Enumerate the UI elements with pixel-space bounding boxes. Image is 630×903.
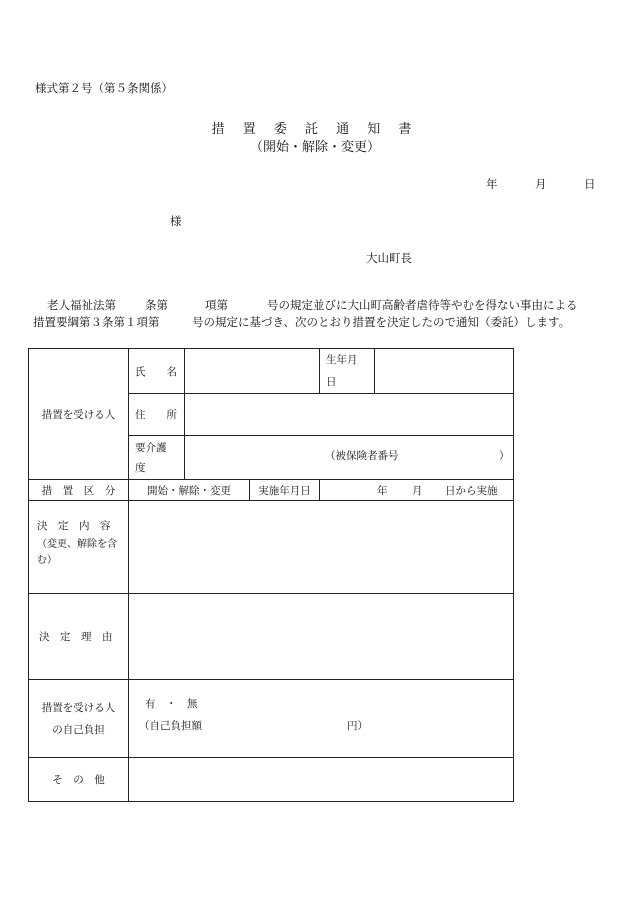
self-burden-field[interactable] xyxy=(129,680,514,758)
decision-content-note: む） xyxy=(37,555,57,566)
date-month: 月 xyxy=(535,177,547,191)
implementation-date-label: 実施年月日 xyxy=(250,480,320,501)
other-field[interactable] xyxy=(129,758,514,802)
document-subtitle: （開始・解除・変更） xyxy=(249,140,380,155)
insured-number-open: （被保険者番号 xyxy=(325,450,399,462)
decision-content-label xyxy=(29,501,129,594)
body-line-1 xyxy=(47,297,607,313)
burden-amount-open: （自己負担額 xyxy=(139,720,202,732)
self-burden-label xyxy=(29,680,129,758)
insured-number-close: ） xyxy=(499,450,510,462)
date-day: 日 xyxy=(584,177,596,191)
birth-date-label-line: 生年月 xyxy=(326,354,358,366)
document-title: 措 置 委 託 通 知 書 xyxy=(211,122,419,137)
notice-form-table xyxy=(28,348,514,802)
birth-date-field[interactable] xyxy=(375,349,514,394)
self-burden-label-line: 措置を受ける人 xyxy=(41,701,116,714)
birth-date-label-line: 日 xyxy=(326,376,337,388)
burden-options[interactable]: 有 ・ 無 xyxy=(145,698,198,710)
decision-reason-field[interactable] xyxy=(129,594,514,680)
body-line-2 xyxy=(33,314,603,330)
category-label: 措 置 区 分 xyxy=(29,480,129,501)
decision-reason-label: 決 定 理 由 xyxy=(29,594,129,680)
care-level-label-line: 要介護 xyxy=(135,441,167,454)
birth-date-label xyxy=(320,349,375,394)
body-text: 条第 xyxy=(145,298,168,312)
category-value[interactable]: 開始・解除・変更 xyxy=(129,480,250,501)
decision-content-title: 決 定 内 容 xyxy=(37,520,111,532)
body-text: 号の規定に基づき、次のとおり措置を決定したので通知（委託）します。 xyxy=(192,315,571,329)
implementation-day-suffix: 日から実施 xyxy=(445,485,498,497)
sender-name: 大山町長 xyxy=(366,251,412,265)
implementation-date-field[interactable] xyxy=(320,480,514,501)
implementation-year: 年 xyxy=(377,485,388,497)
self-burden-label-line: の自己負担 xyxy=(52,723,105,736)
person-label: 措置を受ける人 xyxy=(29,349,129,480)
body-text: 項第 xyxy=(205,298,228,312)
date-year: 年 xyxy=(486,177,498,191)
care-level-label xyxy=(129,436,185,480)
recipient-honorific: 様 xyxy=(170,214,182,228)
body-text: 措置要綱第３条第１項第 xyxy=(33,315,160,329)
burden-amount-close: 円） xyxy=(347,720,368,732)
decision-content-field[interactable] xyxy=(129,501,514,594)
form-number: 様式第２号（第５条関係） xyxy=(35,81,173,95)
name-label: 氏 名 xyxy=(129,349,185,394)
care-level-field[interactable] xyxy=(185,436,514,480)
decision-content-note: （変更、解除を含 xyxy=(37,539,117,550)
implementation-month: 月 xyxy=(412,485,423,497)
other-label: そ の 他 xyxy=(29,758,129,802)
care-level-label-line: 度 xyxy=(135,461,146,474)
name-field[interactable] xyxy=(185,349,320,394)
body-text: 号の規定並びに大山町高齢者虐待等やむを得ない事由による xyxy=(267,298,578,312)
address-field[interactable] xyxy=(185,394,514,436)
address-label: 住 所 xyxy=(129,394,185,436)
body-text: 老人福祉法第 xyxy=(47,298,116,312)
